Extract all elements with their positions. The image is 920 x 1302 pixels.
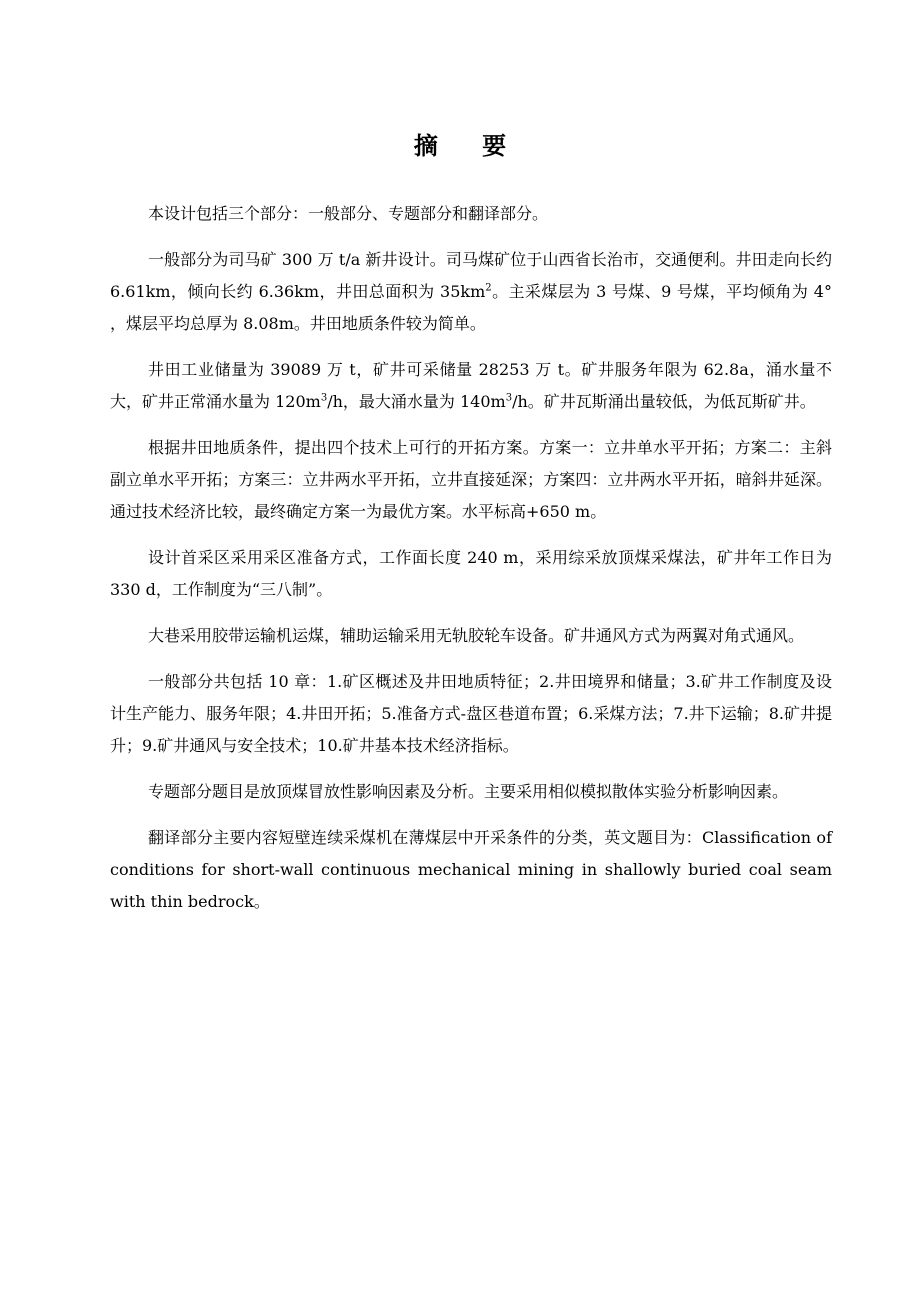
paragraph-3: [110, 354, 832, 418]
paragraph-3-text-b: /h，最大涌水量为 140m: [327, 392, 506, 411]
paragraph-4: 根据井田地质条件，提出四个技术上可行的开拓方案。方案一：立井单水平开拓；方案二：主斜副立单水平开拓；方案三：立井两水平开拓，立井直接延深；方案四：立井两水平开拓，暗斜井延深。通过技术经济比较，最终确定方案一为最优方案。水平标高+650 m。: [110, 438, 832, 521]
paragraph-7: 一般部分共包括 10 章：1.矿区概述及井田地质特征；2.井田境界和储量；3.矿井工作制度及设计生产能力、服务年限；4.井田开拓；5.准备方式-盘区巷道布置；6.采煤方法；7.井下运输；8.矿井提升；9.矿井通风与安全技术；10.矿井基本技术经济指标。: [110, 672, 832, 755]
superscript-2: 2: [485, 282, 492, 294]
paragraph-3-text-a: 井田工业储量为 39089 万 t，矿井可采储量 28253 万 t。矿井服务年限为 62.8a，涌水量不大，矿井正常涌水量为 120m: [110, 360, 832, 411]
paragraph-2-text-b: 。主采煤层为 3 号煤、9 号煤，平均倾角为 4° ，煤层平均总厚为 8.08m。井田地质条件较为简单。: [110, 282, 832, 333]
paragraph-3-text-c: /h。矿井瓦斯涌出量较低，为低瓦斯矿井。: [512, 392, 816, 411]
paragraph-8: 专题部分题目是放顶煤冒放性影响因素及分析。主要采用相似模拟散体实验分析影响因素。: [148, 782, 789, 801]
paragraph-2-text-a: 一般部分为司马矿 300 万 t/a 新井设计。司马煤矿位于山西省长治市，交通便利。井田走向长约 6.61km，倾向长约 6.36km，井田总面积为 35km: [110, 250, 832, 301]
superscript-3a: 3: [320, 392, 328, 404]
page-title: 摘 要: [413, 132, 525, 160]
paragraph-5: 设计首采区采用采区准备方式，工作面长度 240 m，采用综采放顶煤采煤法，矿井年工作日为 330 d，工作制度为“三八制”。: [110, 548, 832, 599]
superscript-3b: 3: [505, 392, 513, 404]
abstract-body: [110, 198, 832, 932]
paragraph-9: 翻译部分主要内容短壁连续采煤机在薄煤层中开采条件的分类，英文题目为：Classification of conditions for short-wall continuous mechanical mining in shallowly buried coal seam with thin bedrock。: [110, 828, 832, 911]
paragraph-6: 大巷采用胶带运输机运煤，辅助运输采用无轨胶轮车设备。矿井通风方式为两翼对角式通风。: [148, 626, 805, 645]
paragraph-2: [110, 244, 832, 340]
paragraph-1: 本设计包括三个部分：一般部分、专题部分和翻译部分。: [148, 204, 549, 223]
